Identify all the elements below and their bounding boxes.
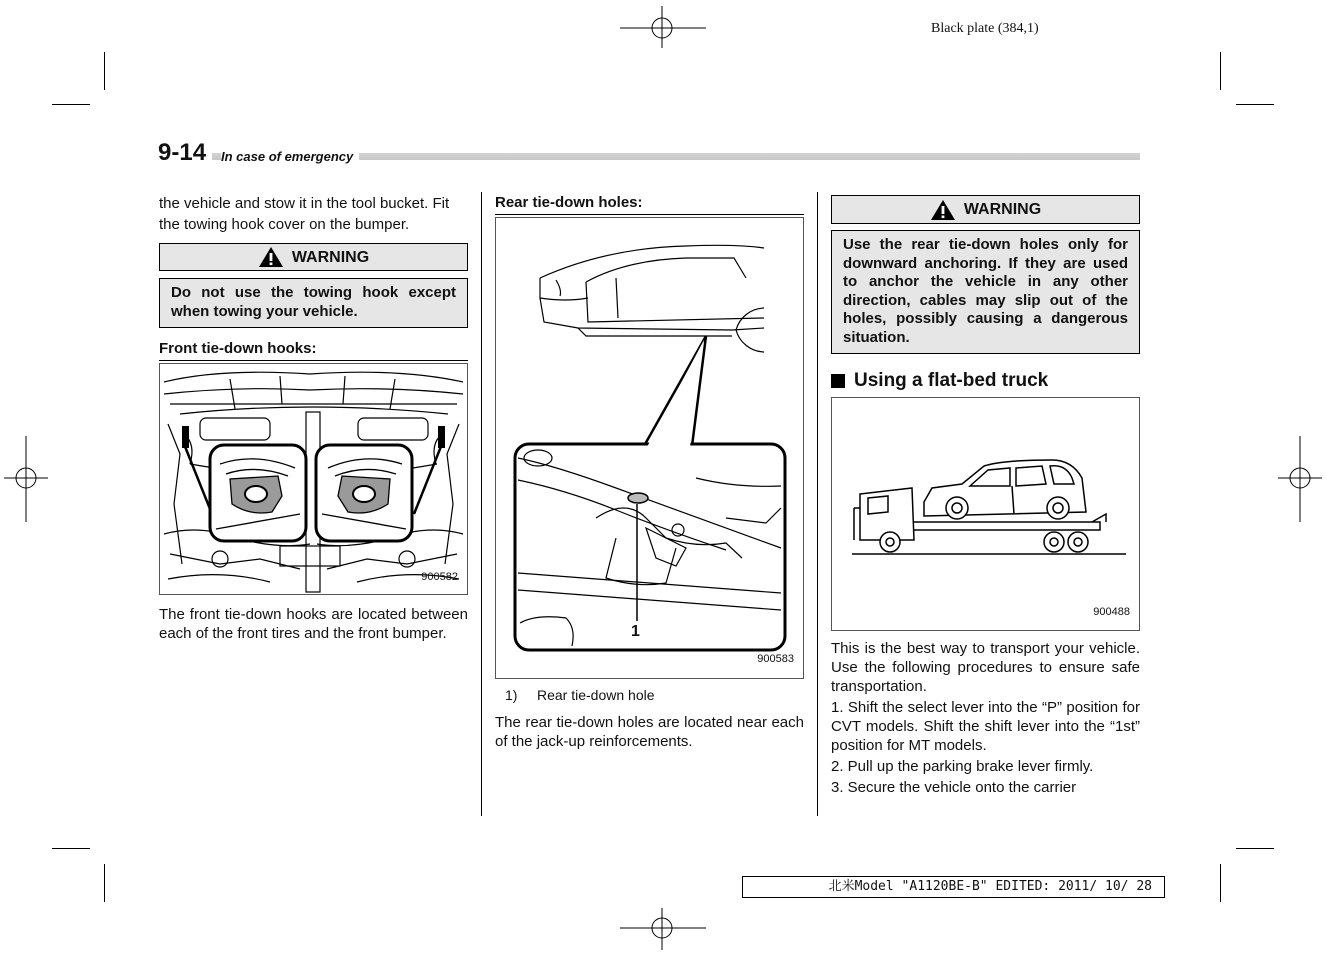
legend-text: Rear tie-down hole — [537, 687, 655, 703]
step-3: 3. Secure the vehicle onto the carrier — [831, 779, 1077, 796]
warning-header — [831, 195, 1140, 224]
warning-label: WARNING — [291, 248, 370, 266]
step-1: 1. Shift the select lever into the “P” position for CVT models. Shift the shift lever into the “1st” position for MT models. — [831, 699, 1140, 754]
front-hooks-heading: Front tie-down hooks: — [159, 339, 468, 361]
flat-bed-heading — [831, 371, 1140, 390]
registration-mark-right — [1276, 434, 1324, 524]
step-2: 2. Pull up the parking brake lever firmly. — [831, 758, 1094, 775]
warning-triangle-icon — [930, 199, 956, 221]
warning-header — [159, 243, 468, 271]
section-title: In case of emergency — [221, 149, 359, 164]
rear-holes-heading: Rear tie-down holes: — [495, 193, 804, 215]
column-3 — [831, 192, 1140, 797]
legend-number: 1) — [505, 687, 518, 703]
page-number: 9-14 — [158, 139, 212, 167]
column-2 — [495, 192, 804, 751]
figure-id: 900488 — [1093, 606, 1130, 618]
column-divider-1 — [481, 192, 482, 816]
flat-bed-intro: This is the best way to transport your vehicle. Use the following procedures to ensure safe transportation. — [831, 640, 1140, 695]
registration-mark-bottom — [618, 906, 708, 952]
plate-label: Black plate (384,1) — [931, 21, 1039, 36]
callout-1: 1 — [631, 623, 640, 640]
front-tie-down-figure — [159, 363, 468, 595]
intro-text: the vehicle and stow it in the tool bucket. Fit the towing hook cover on the bumper. — [159, 195, 450, 233]
front-underbody-illustration — [160, 364, 467, 594]
figure-legend — [495, 686, 804, 705]
warning-triangle-icon — [258, 246, 284, 268]
rear-tie-down-illustration — [496, 218, 803, 678]
flat-bed-heading-text: Using a flat-bed truck — [854, 370, 1049, 391]
warning-text: Do not use the towing hook except when towing your vehicle. — [159, 278, 468, 328]
column-1 — [159, 192, 468, 643]
column-divider-2 — [817, 192, 818, 816]
warning-text: Use the rear tie-down holes only for downward anchoring. If they are used to anchor the vehicle in any other direction, cables may slip out of the holes, possibly causing a dangerous situation. — [831, 230, 1140, 354]
registration-mark-left — [2, 434, 50, 524]
registration-mark-top — [618, 4, 708, 50]
rear-tie-down-figure — [495, 217, 804, 679]
warning-label: WARNING — [963, 201, 1042, 218]
figure-id: 900583 — [757, 653, 794, 665]
edit-footer: 北米Model "A1120BE-B" EDITED: 2011/ 10/ 28 — [742, 876, 1165, 898]
figure-id: 900582 — [421, 571, 458, 583]
front-hooks-text: The front tie-down hooks are located between each of the front tires and the front bumper. — [159, 606, 468, 642]
flat-bed-truck-illustration — [832, 398, 1139, 630]
section-square-icon — [831, 374, 845, 388]
flat-bed-figure — [831, 397, 1140, 631]
rear-holes-text: The rear tie-down holes are located near each of the jack-up reinforcements. — [495, 714, 804, 750]
